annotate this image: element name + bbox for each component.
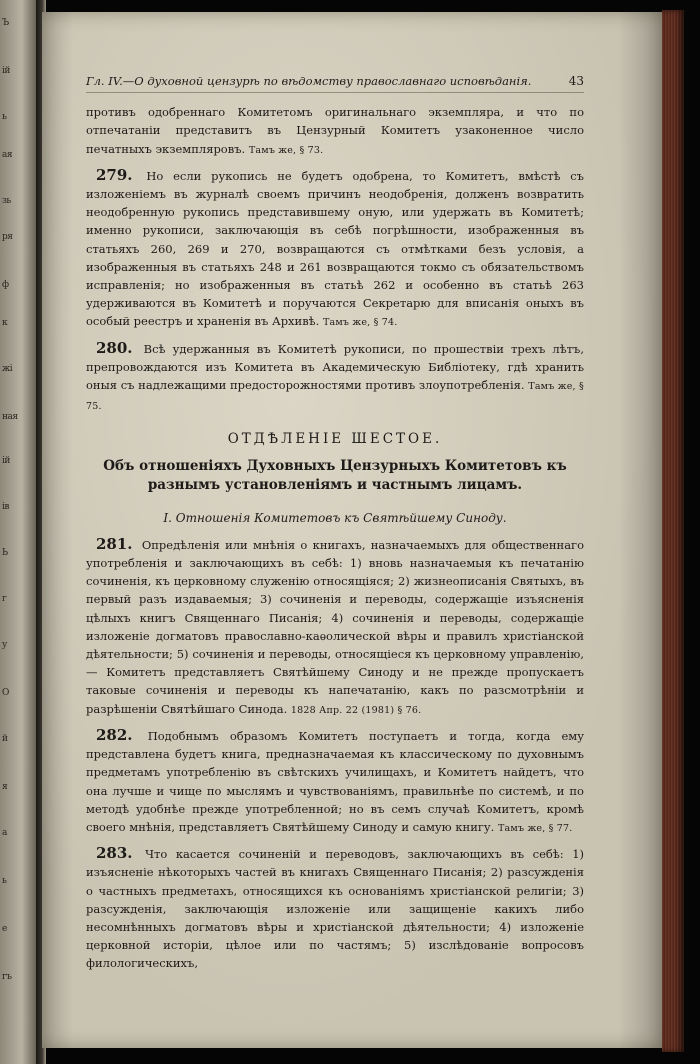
article-280 — [86, 339, 584, 417]
margin-fragment: я — [2, 782, 8, 792]
running-title: Гл. IV.—О духовной цензурѣ по вѣдомству православнаго исповѣданія. — [86, 74, 532, 88]
margin-fragment: ная — [2, 412, 18, 422]
article-282 — [86, 726, 584, 838]
margin-fragment: е — [2, 924, 7, 934]
page-content — [86, 72, 584, 979]
article-number: 280. — [96, 338, 133, 357]
margin-fragment: ая — [2, 150, 13, 160]
paragraph-text: противъ одобреннаго Комитетомъ оригинальнаго экземпляра, и что по отпечатаніи представитъ въ Цензурный Комитетъ узаконенное число печатныхъ экземпляровъ. — [86, 105, 584, 156]
paragraph-continued — [86, 103, 584, 160]
source-reference: Тамъ же, § 75. — [86, 381, 584, 413]
article-text: Что касается сочиненій и переводовъ, заключающихъ въ себѣ: 1) изъясненіе нѣкоторыхъ частей въ книгахъ Священнаго Писанія; 2) разсужденія о частныхъ предметахъ, относящихся къ основаніямъ христіанской религіи; 3) разсужденія, заключающія изложеніе или защищеніе какихъ либо несомнѣнныхъ догматовъ вѣры и христіанской дѣятельности; 4) изложеніе церковной исторіи, цѣлое или по частямъ; 5) изслѣдованіе вопросовъ филологическихъ, — [86, 847, 584, 971]
section-title: ОТДѢЛЕНІЕ ШЕСТОЕ. — [227, 431, 443, 448]
article-text: Опредѣленія или мнѣнія о книгахъ, назначаемыхъ для общественнаго употребленія и заключающихъ въ себѣ: 1) вновь назначаемыя къ печатанію сочиненія, къ церковному служенію относящіяся; 2) жизнеописанія Святыхъ, въ первый разъ издаваемыя; 3) сочиненія и переводы, содержащіе изъясненія цѣлыхъ книгъ Священнаго Писанія; 4) сочиненія и переводы, содержащіе изложеніе догматовъ православно-каѳолической вѣры и правилъ христіанской дѣятельности; 5) сочиненія и переводы, относящіеся къ церковному управленію,— Комитетъ представляетъ Святѣйшему Синоду и не прежде пропускаетъ таковые сочиненія и переводы къ напечатанію, какъ по разсмотрѣніи и разрѣшеніи Святѣйшаго Синода. — [86, 537, 585, 716]
margin-fragment: ря — [2, 232, 13, 242]
margin-fragment: ф — [2, 280, 9, 290]
running-head — [86, 72, 584, 93]
article-text: Но если рукопись не будетъ одобрена, то Комитетъ, вмѣстѣ съ изложеніемъ въ журналѣ своемъ причинъ неодобренія, долженъ возвратить неодобренную рукопись представившему оную, или удержать въ Комитетѣ; именно рукописи, заключающія въ себѣ погрѣшности, изображенныя въ статьяхъ 260, 269 и 270, возвращаются съ отмѣтками безъ условія, а изображенныя въ статьяхъ 248 и 261 возвращаются токмо съ обязательствомъ исправленія; но изображенныя въ статьѣ 262 и особенно въ статьѣ 263 удерживаются въ Комитетѣ и поручаются Секретарю для вписанія оныхъ въ особый реестръ и храненія въ Архивѣ. — [86, 168, 584, 329]
left-page-edge — [0, 0, 36, 1064]
margin-fragment: Ь — [2, 548, 8, 558]
article-number: 282. — [96, 725, 133, 744]
article-text: Подобнымъ образомъ Комитетъ поступаетъ и тогда, когда ему представлена будетъ книга, предназначаемая къ классическому по духовнымъ предметамъ употребленію въ свѣтскихъ училищахъ, и Комитетъ найдетъ, что она лучше и чище по мыслямъ и чувствованіямъ, правильнѣе по системѣ, и по методѣ удобнѣе прежде употребленной; но въ семъ случаѣ Комитетъ, кромѣ своего мнѣнія, представляетъ Святѣйшему Синоду и самую книгу. — [86, 728, 584, 834]
source-reference: Тамъ же, § 77. — [497, 822, 573, 834]
margin-fragment: й — [2, 734, 8, 744]
margin-fragment: у — [2, 640, 7, 650]
article-279 — [86, 166, 584, 333]
section-subtitle: Объ отношеніяхъ Духовныхъ Цензурныхъ Комитетовъ къ разнымъ установленіямъ и частнымъ лицамъ. — [103, 457, 567, 493]
article-281 — [86, 535, 584, 720]
article-number: 283. — [96, 844, 133, 863]
margin-fragment: гъ — [2, 972, 12, 982]
margin-fragment: а — [2, 828, 7, 838]
margin-fragment: ь — [2, 112, 7, 122]
margin-fragment: ій — [2, 66, 10, 76]
margin-fragment: г — [2, 594, 7, 604]
source-reference: Тамъ же, § 73. — [248, 144, 324, 156]
margin-fragment: О — [2, 688, 9, 698]
margin-fragment: зь — [2, 196, 11, 206]
margin-fragment: ів — [2, 502, 9, 512]
margin-fragment: ій — [2, 456, 10, 466]
article-text: Всѣ удержанныя въ Комитетѣ рукописи, по прошествіи трехъ лѣтъ, препровождаются изъ Комитета въ Академическую Библіотеку, гдѣ хранить оныя съ надлежащими предосторожностями противъ злоупотребленія. — [86, 341, 585, 393]
source-reference: 1828 Апр. 22 (1981) § 76. — [290, 704, 422, 716]
subsection-title: I. Отношенія Комитетовъ къ Святѣйшему Синоду. — [163, 510, 507, 525]
margin-fragment: к — [2, 318, 8, 328]
margin-fragment: ь — [2, 876, 7, 886]
article-283 — [86, 844, 584, 972]
margin-fragment: жі — [2, 364, 13, 374]
article-number: 279. — [96, 165, 133, 184]
page-block-edge — [662, 10, 684, 1052]
page-number: 43 — [568, 74, 584, 88]
article-number: 281. — [96, 534, 133, 553]
source-reference: Тамъ же, § 74. — [322, 317, 398, 329]
margin-fragment: Ъ — [2, 18, 9, 28]
